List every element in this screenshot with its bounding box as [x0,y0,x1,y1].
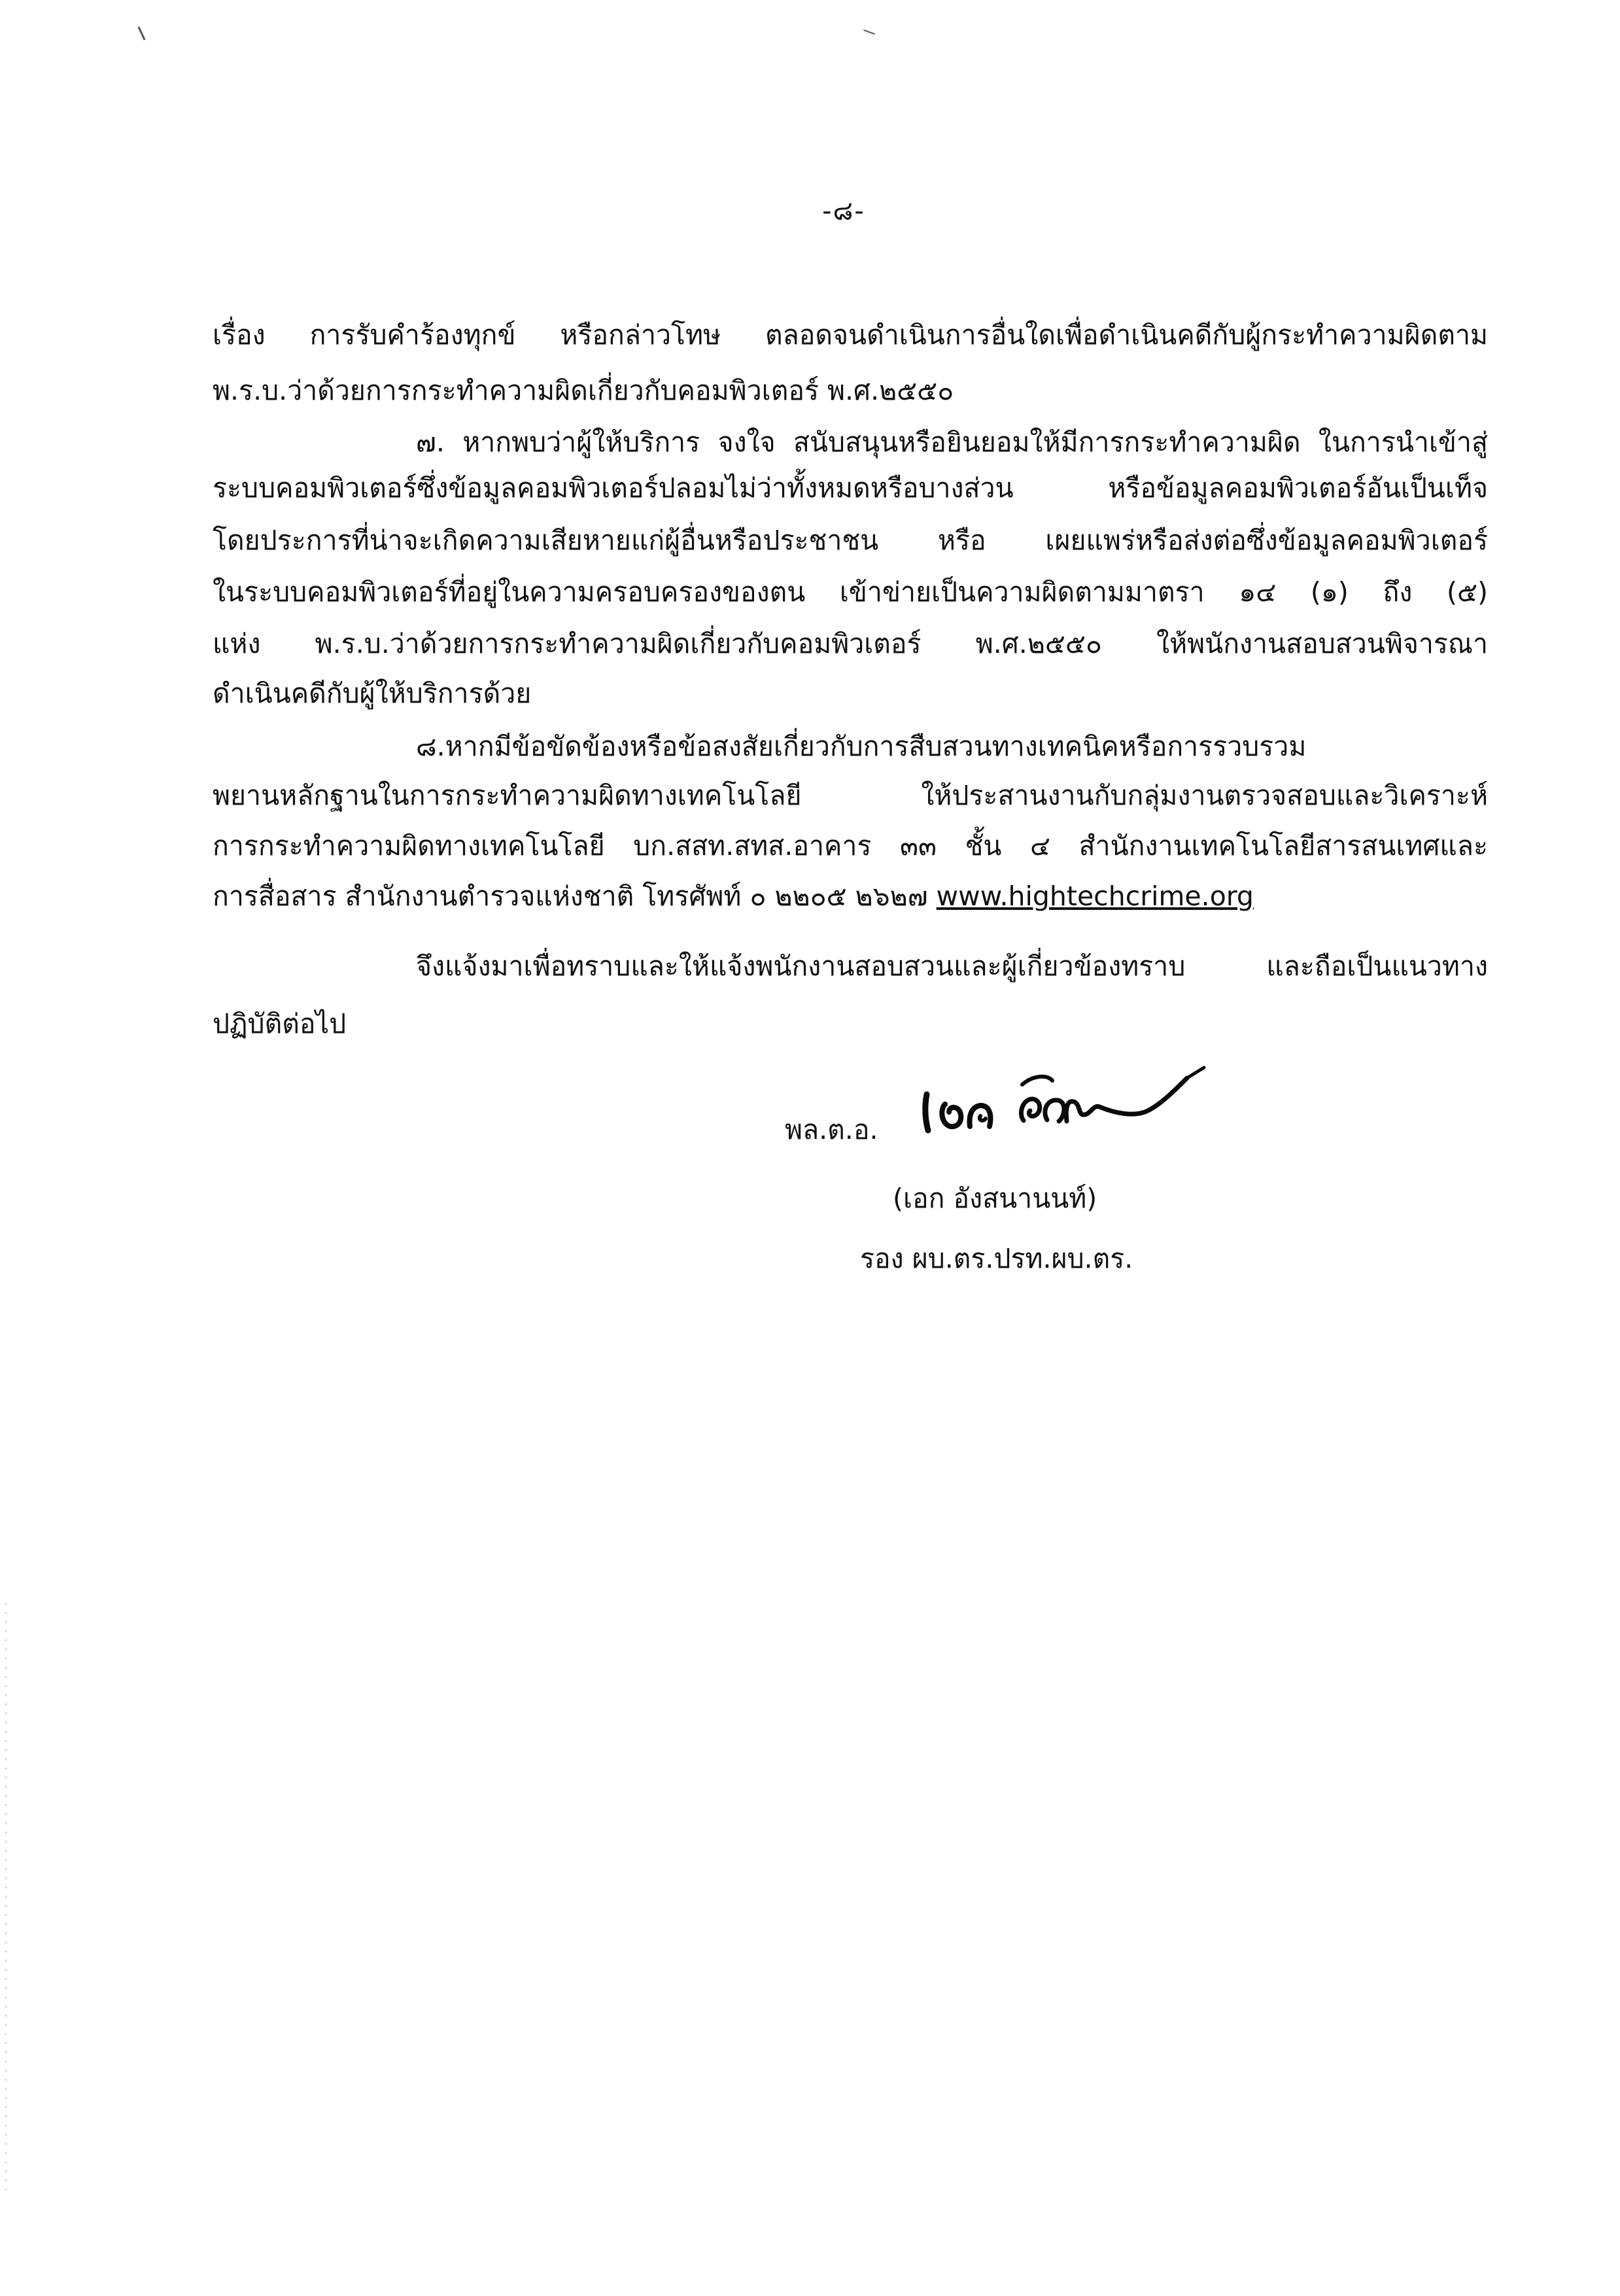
paragraph-line: การกระทำความผิดทางเทคโนโลยี บก.สสท.สทส.อาคาร ๓๓ ชั้น ๔ สำนักงานเทคโนโลยีสารสนเทศและ [213,830,1488,861]
contact-text: การสื่อสาร สำนักงานตำรวจแห่งชาติ โทรศัพท์ ๐ ๒๒๐๕ ๒๖๒๗ [213,880,928,912]
paragraph-line: ในระบบคอมพิวเตอร์ที่อยู่ในความครอบครองของตน เข้าข่ายเป็นความผิดตามมาตรา ๑๔ (๑) ถึง (๕) [213,576,1488,608]
paragraph-line: พ.ร.บ.ว่าด้วยการกระทำความผิดเกี่ยวกับคอมพิวเตอร์ พ.ศ.๒๕๕๐ [213,375,954,406]
signature-rank-prefix: พล.ต.อ. [785,1114,878,1145]
paragraph-line: ปฏิบัติต่อไป [213,1008,347,1039]
signer-name: (เอก อังสนานนท์) [893,1183,1097,1214]
paragraph-line: แห่ง พ.ร.บ.ว่าด้วยการกระทำความผิดเกี่ยวกับคอมพิวเตอร์ พ.ศ.๒๕๕๐ ให้พนักงานสอบสวนพิจารณา [213,628,1488,659]
paragraph-line: ๗. หากพบว่าผู้ให้บริการ จงใจ สนับสนุนหรือยินยอมให้มีการกระทำความผิด ในการนำเข้าสู่ [416,426,1488,458]
page-number: -๘- [822,196,865,226]
paragraph-line: จึงแจ้งมาเพื่อทราบและให้แจ้งพนักงานสอบสวนและผู้เกี่ยวข้องทราบ และถือเป็นแนวทาง [416,950,1488,982]
scan-artifact [137,26,145,40]
paragraph-line [213,877,1488,916]
paragraph-line: พยานหลักฐานในการกระทำความผิดทางเทคโนโลยี ให้ประสานงานกับกลุ่มงานตรวจสอบและวิเคราะห์ [213,780,1488,811]
paragraph-line: เรื่อง การรับคำร้องทุกข์ หรือกล่าวโทษ ตลอดจนดำเนินการอื่นใดเพื่อดำเนินคดีกับผู้กระทำความผิดตาม [213,319,1488,351]
signer-position: รอง ผบ.ตร.ปรท.ผบ.ตร. [860,1243,1133,1274]
paragraph-line: ๘.หากมีข้อขัดข้องหรือข้อสงสัยเกี่ยวกับการสืบสวนทางเทคนิคหรือการรวบรวม [416,731,1307,762]
scan-edge-artifact [5,1603,7,2191]
paragraph-line: ดำเนินคดีกับผู้ให้บริการด้วย [213,678,532,709]
website-link[interactable]: www.hightechcrime.org [936,880,1254,912]
scan-artifact [863,29,875,35]
handwritten-signature [912,1058,1213,1143]
paragraph-line: ระบบคอมพิวเตอร์ซึ่งข้อมูลคอมพิวเตอร์ปลอมไม่ว่าทั้งหมดหรือบางส่วน หรือข้อมูลคอมพิวเตอร์อันเป็นเท็จ [213,472,1488,504]
paragraph-line: โดยประการที่น่าจะเกิดความเสียหายแก่ผู้อื่นหรือประชาชน หรือ เผยแพร่หรือส่งต่อซึ่งข้อมูลคอมพิวเตอร์ [213,525,1488,556]
